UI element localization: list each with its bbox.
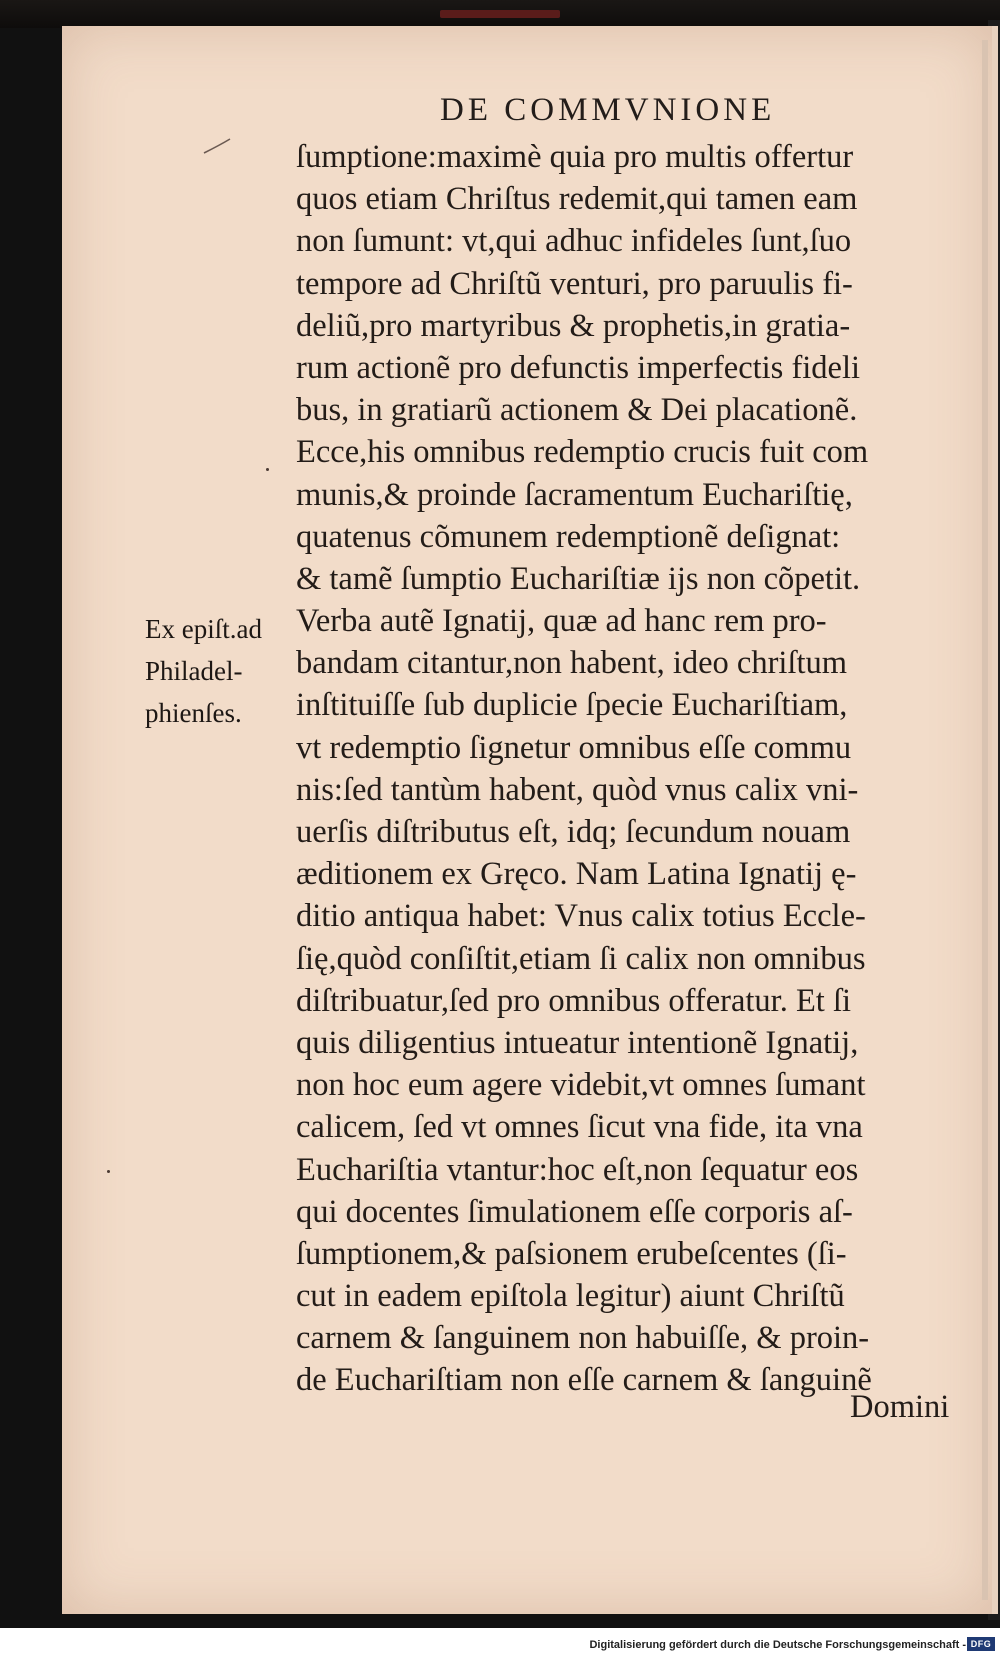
text-line: quatenus cõmunem redemptionẽ deſignat:: [296, 518, 841, 555]
text-line: ſię,quòd conſiſtit,etiam ſi calix non omnibus: [296, 940, 866, 977]
text-line: deliũ,pro martyribus & prophetis,in gratia-: [296, 307, 851, 344]
body-text: [296, 136, 974, 1402]
text-line: munis,& proinde ſacramentum Euchariſtię,: [296, 476, 853, 513]
marginal-note-line: Ex epiſt.ad: [145, 614, 262, 644]
text-line: ſumptione:maximè quia pro multis offertur: [296, 139, 854, 175]
text-line: ſumptionem,& paſsionem erubeſcentes (ſi-: [296, 1235, 847, 1272]
marginal-note: [145, 608, 295, 735]
text-line: non hoc eum agere videbit,vt omnes ſumant: [296, 1067, 866, 1104]
text-line: æditionem ex Gręco. Nam Latina Ignatij ę-: [296, 856, 857, 893]
text-line: carnem & ſanguinem non habuiſſe, & proin-: [296, 1320, 870, 1357]
marginal-note-line: Philadel-: [145, 656, 243, 687]
text-line: inſtituiſſe ſub duplicie ſpecie Euchariſtiam,: [296, 687, 848, 724]
text-line: bus, in gratiarũ actionem & Dei placationẽ.: [296, 392, 858, 429]
text-line: ditio antiqua habet: Vnus calix totius Eccle-: [296, 898, 866, 935]
text-line: quos etiam Chriſtus redemit,qui tamen eam: [296, 181, 858, 218]
text-line: nis:ſed tantùm habent, quòd vnus calix vni-: [296, 771, 859, 808]
pencil-mark-icon: [202, 137, 232, 155]
running-head: DE COMMVNIONE: [440, 92, 776, 128]
text-line: rum actionẽ pro defunctis imperfectis fideli: [296, 349, 861, 386]
text-line: Verba autẽ Ignatij, quæ ad hanc rem pro-: [296, 603, 827, 640]
text-line: qui docentes ſimulationem eſſe corporis aſ-: [296, 1193, 853, 1230]
text-line: calicem, ſed vt omnes ſicut vna fide, ita vna: [296, 1109, 863, 1146]
text-line: bandam citantur,non habent, ideo chriſtum: [296, 645, 848, 682]
text-line: & tamẽ ſumptio Euchariſtiæ ijs non cõpetit.: [296, 560, 861, 597]
ink-speck: [107, 1170, 110, 1173]
dfg-logo-icon: DFG: [967, 1637, 995, 1651]
text-line: non ſumunt: vt,qui adhuc infideles ſunt,ſuo: [296, 223, 852, 260]
marginal-note-line: phienſes.: [145, 698, 242, 729]
binding-thread: [440, 10, 560, 18]
top-binding-strip: [0, 0, 1000, 28]
page-edge-shadow: [982, 40, 988, 1600]
text-line: vt redemptio ſignetur omnibus eſſe commu: [296, 729, 852, 766]
text-line: diſtribuatur,ſed pro omnibus offeratur. Et ſi: [296, 982, 852, 1019]
text-line: quis diligentius intueatur intentionẽ Ignatij,: [296, 1024, 859, 1061]
digitization-credit: Digitalisierung gefördert durch die Deutsche Forschungsgemeinschaft -: [589, 1639, 966, 1651]
text-line: de Euchariſtiam non eſſe carnem & ſanguinẽ: [296, 1362, 872, 1399]
text-line: uerſis diſtributus eſt, idq; ſecundum nouam: [296, 814, 851, 850]
catchword: Domini: [850, 1389, 950, 1425]
ink-speck: [266, 468, 269, 471]
text-line: Ecce,his omnibus redemptio crucis fuit com: [296, 434, 869, 471]
text-line: cut in eadem epiſtola legitur) aiunt Chriſtũ: [296, 1278, 845, 1315]
text-line: tempore ad Chriſtũ venturi, pro paruulis fi-: [296, 265, 853, 302]
text-line: Euchariſtia vtantur:hoc eſt,non ſequatur eos: [296, 1151, 859, 1188]
